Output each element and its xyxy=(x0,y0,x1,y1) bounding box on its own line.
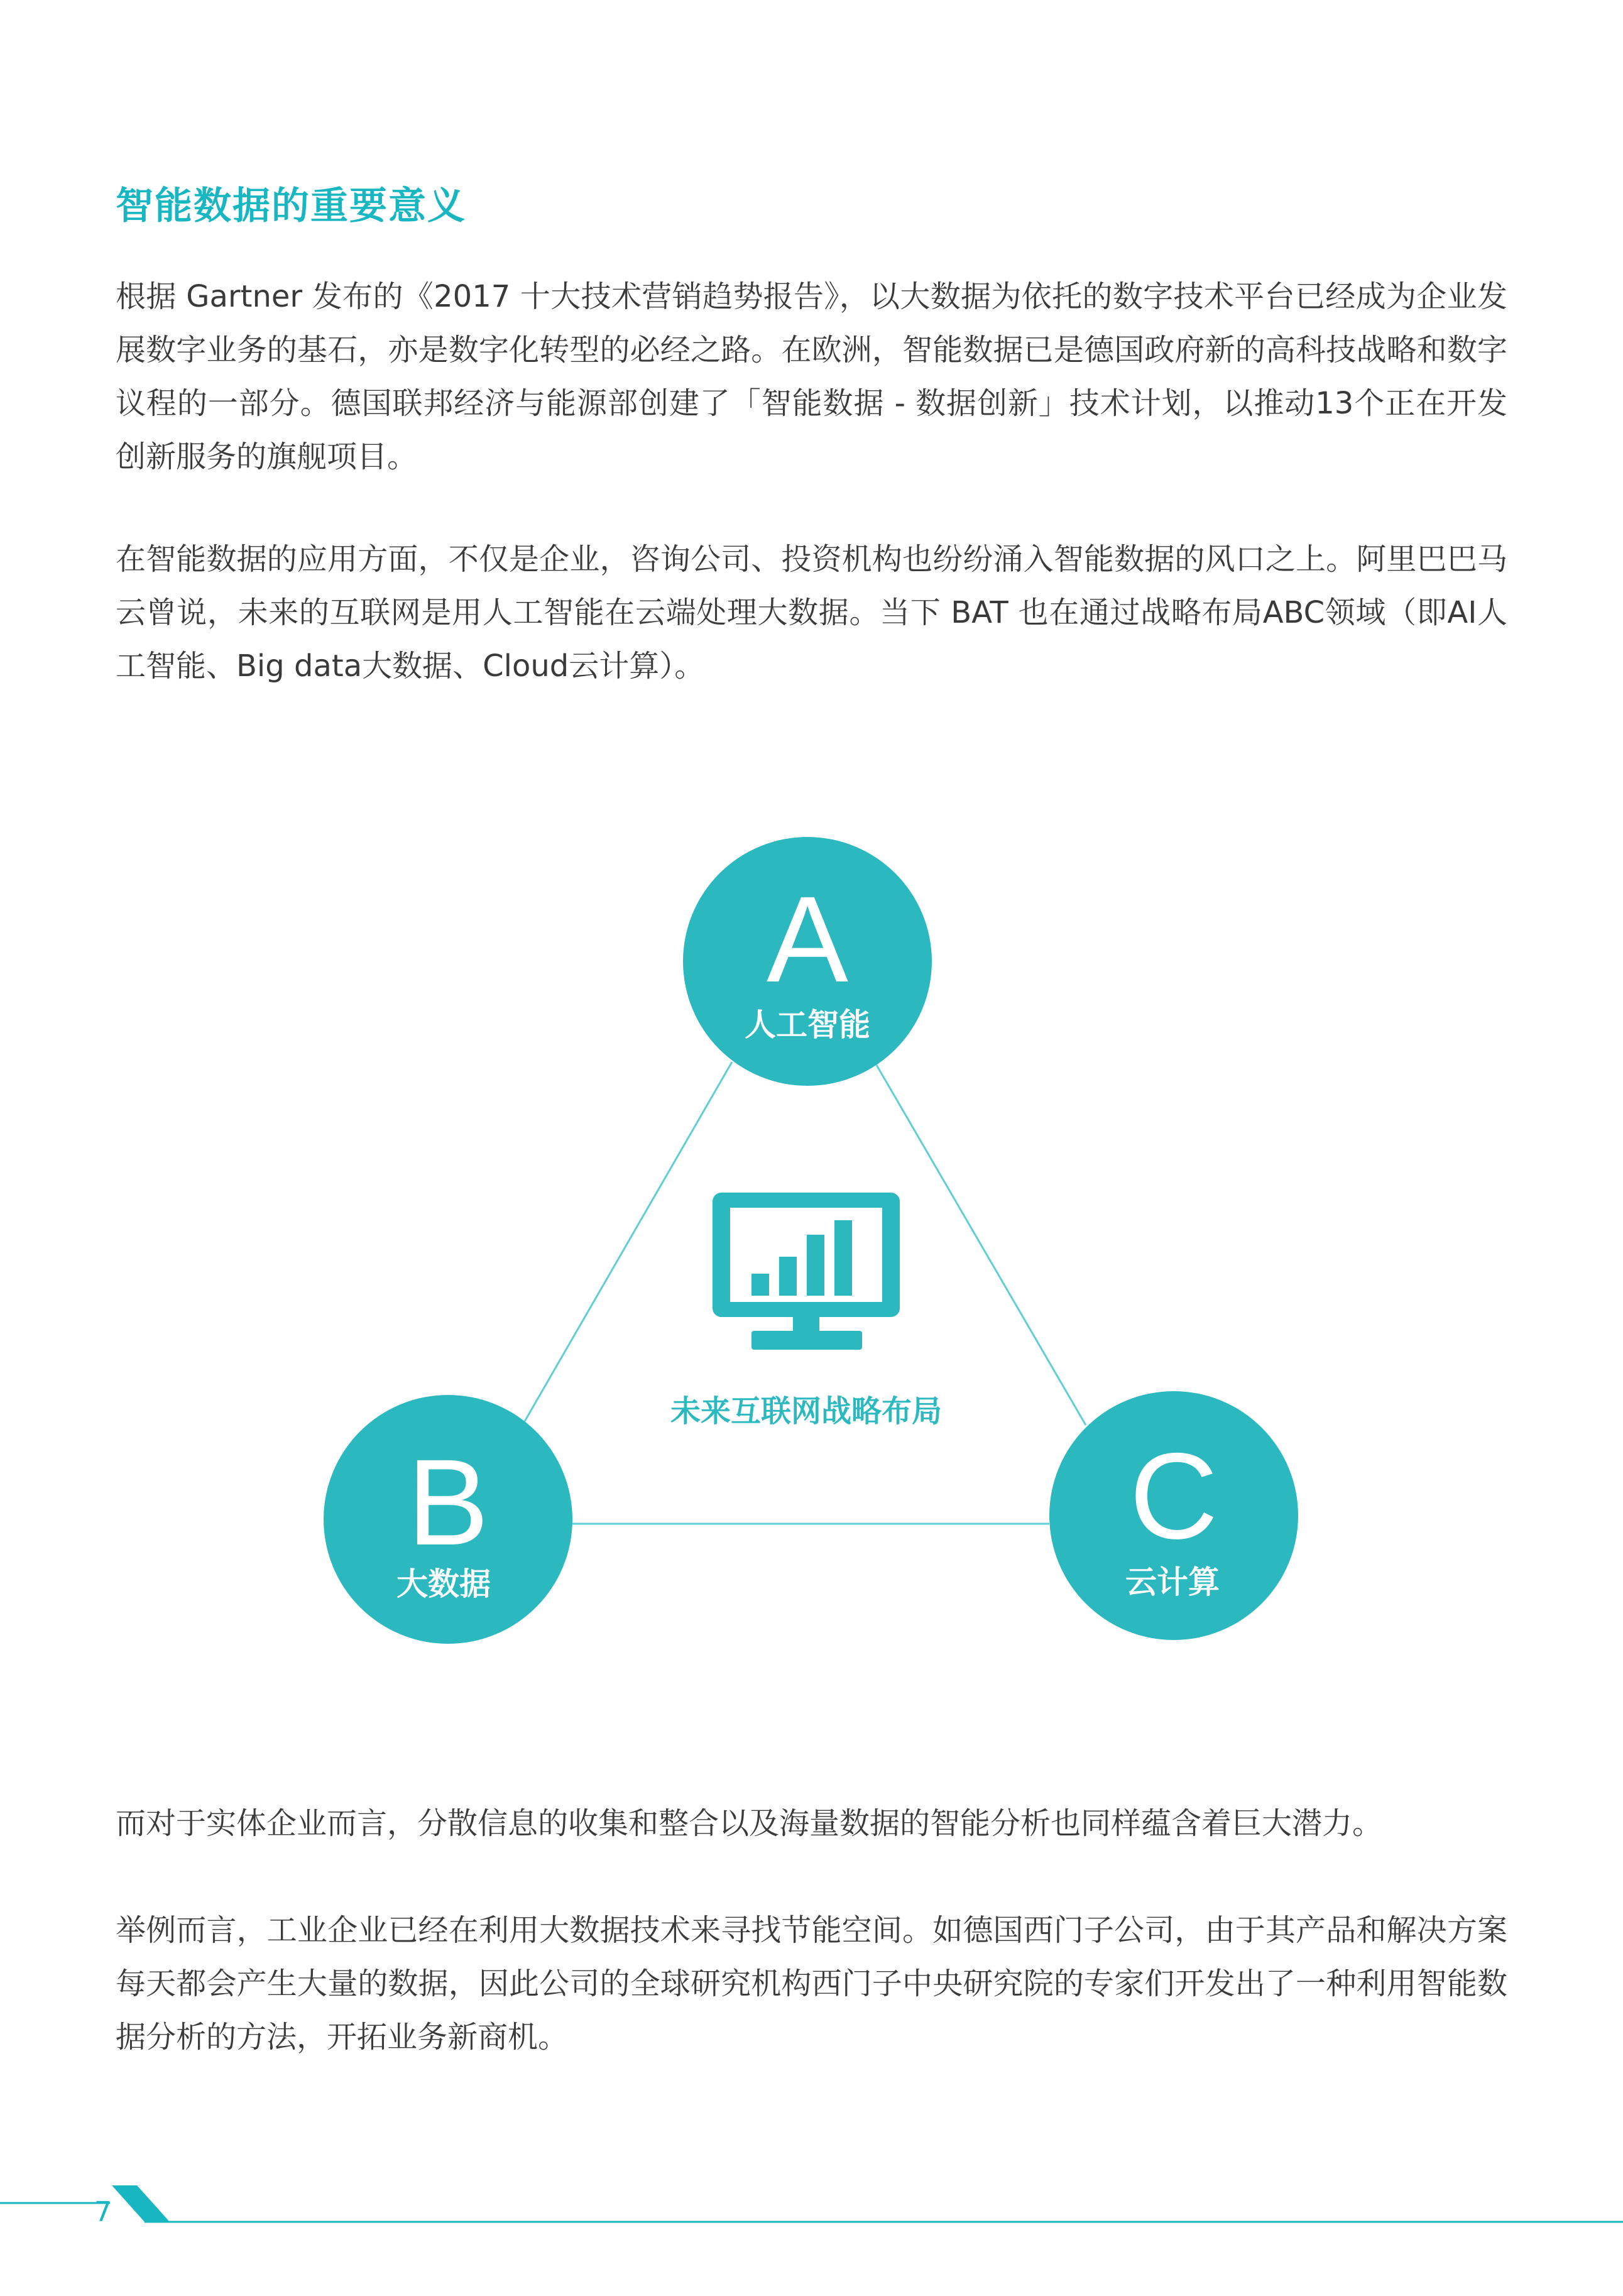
connector-a-c xyxy=(877,1065,1086,1425)
paragraph-siemens-example: 举例而言，工业企业已经在利用大数据技术来寻找节能空间。如德国西门子公司，由于其产品和解决方案每天都会产生大量的数据，因此公司的全球研究机构西门子中央研究院的专家们开发出了一种利用智能数据分析的方法，开拓业务新商机。 xyxy=(116,1913,1507,2055)
connector-a-b xyxy=(525,1062,732,1421)
page-number: 7 xyxy=(94,2196,112,2228)
node-c-letter: C xyxy=(1129,1428,1218,1565)
node-b-letter: B xyxy=(407,1434,489,1571)
paragraph-physical-enterprise: 而对于实体企业而言，分散信息的收集和整合以及海量数据的智能分析也同样蕴含着巨大潜力。 xyxy=(116,1806,1383,1841)
node-a-ai xyxy=(683,837,932,1086)
node-a-label: 人工智能 xyxy=(745,1007,870,1043)
node-c-cloud xyxy=(1049,1391,1298,1640)
node-a-letter: A xyxy=(766,871,849,1008)
monitor-bar-chart-icon xyxy=(713,1193,900,1350)
triangle-connectors xyxy=(525,1062,1086,1524)
node-b-label: 大数据 xyxy=(396,1566,491,1602)
footer-rule xyxy=(0,2180,1623,2243)
center-label: 未来互联网战略布局 xyxy=(670,1394,943,1429)
paragraph-abc: 在智能数据的应用方面，不仅是企业，咨询公司、投资机构也纷纷涌入智能数据的风口之上。阿里巴巴马云曾说，未来的互联网是用人工智能在云端处理大数据。当下 BAT 也在通过战略布局ABC领域（即AI人工智能、Big data大数据、Cloud云计算）。 xyxy=(116,542,1507,684)
node-c-label: 云计算 xyxy=(1125,1564,1220,1600)
footer-accent-tab xyxy=(112,2185,170,2222)
section-heading: 智能数据的重要意义 xyxy=(116,184,466,228)
abc-strategy-diagram xyxy=(0,817,1623,1659)
node-b-big-data xyxy=(324,1395,572,1644)
paragraph-gartner: 根据 Gartner 发布的《2017 十大技术营销趋势报告》，以大数据为依托的数字技术平台已经成为企业发展数字业务的基石，亦是数字化转型的必经之路。在欧洲，智能数据已是德国政府新的高科技战略和数字议程的一部分。德国联邦经济与能源部创建了「智能数据 - 数据创新」技术计划，以推动13个正在开发创新服务的旗舰项目。 xyxy=(116,279,1507,474)
